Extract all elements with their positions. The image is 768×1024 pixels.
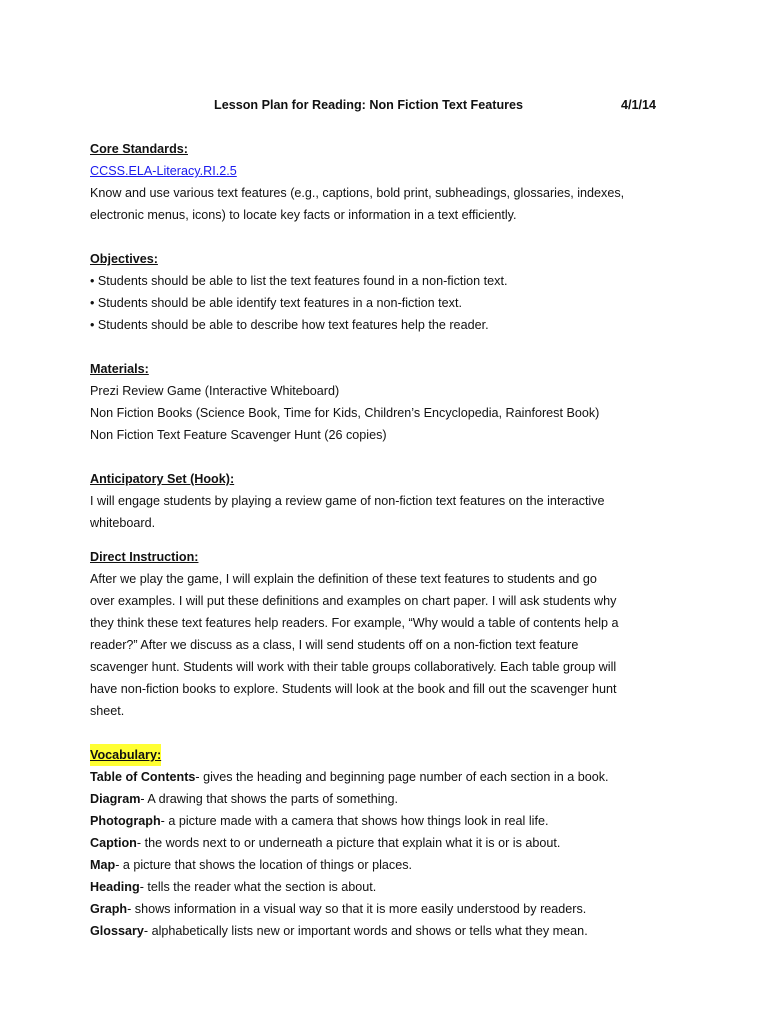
material-item: Non Fiction Books (Science Book, Time for Kids, Children’s Encyclopedia, Rainforest Book)	[90, 406, 600, 420]
vocabulary-heading: Vocabulary:	[90, 744, 161, 766]
document-title: Lesson Plan for Reading: Non Fiction Text Features	[214, 98, 524, 112]
vocabulary-entry	[90, 854, 688, 876]
vocabulary-definition: - a picture made with a camera that shows how things look in real life.	[160, 814, 549, 828]
direct-instruction-line: they think these text features help readers. For example, “Why would a table of contents help a	[90, 616, 619, 630]
direct-instruction-heading: Direct Instruction:	[90, 550, 199, 564]
document-date: 4/1/14	[621, 98, 657, 112]
objectives-heading: Objectives:	[90, 252, 158, 266]
standard-link[interactable]: CCSS.ELA-Literacy.RI.2.5	[90, 164, 237, 178]
vocabulary-entry	[90, 832, 688, 854]
vocabulary-entry	[90, 788, 688, 810]
vocabulary-definition: - A drawing that shows the parts of something.	[140, 792, 399, 806]
vocabulary-entry	[90, 920, 688, 942]
vocabulary-definition: - the words next to or underneath a picture that explain what it is or is about.	[136, 836, 561, 850]
direct-instruction-line: over examples. I will put these definitions and examples on chart paper. I will ask students why	[90, 594, 617, 608]
material-item: Non Fiction Text Feature Scavenger Hunt (26 copies)	[90, 428, 387, 442]
standard-description-line: electronic menus, icons) to locate key facts or information in a text efficiently.	[90, 208, 517, 222]
direct-instruction-line: reader?” After we discuss as a class, I will send students off on a non-fiction text feature	[90, 638, 579, 652]
vocabulary-entry	[90, 810, 688, 832]
direct-instruction-line: sheet.	[90, 704, 125, 718]
objective-item: • Students should be able to list the text features found in a non-fiction text.	[90, 274, 508, 288]
core-standards-heading: Core Standards:	[90, 142, 188, 156]
materials-heading: Materials:	[90, 362, 149, 376]
objectives-section	[90, 248, 688, 336]
vocabulary-term: Caption	[90, 836, 137, 850]
vocabulary-term: Map	[90, 858, 116, 872]
materials-section	[90, 358, 688, 446]
objective-item: • Students should be able identify text features in a non-fiction text.	[90, 296, 462, 310]
anticipatory-set-line: I will engage students by playing a review game of non-fiction text features on the interactive	[90, 494, 605, 508]
vocabulary-term: Photograph	[90, 814, 161, 828]
vocabulary-term: Table of Contents	[90, 770, 196, 784]
vocabulary-definition: - shows information in a visual way so that it is more easily understood by readers.	[127, 902, 587, 916]
vocabulary-term: Graph	[90, 902, 128, 916]
vocabulary-entry	[90, 898, 688, 920]
anticipatory-set-line: whiteboard.	[90, 516, 156, 530]
direct-instruction-line: After we play the game, I will explain the definition of these text features to students and go	[90, 572, 597, 586]
vocabulary-definition: - alphabetically lists new or important words and shows or tells what they mean.	[143, 924, 588, 938]
direct-instruction-line: have non-fiction books to explore. Students will look at the book and fill out the scavenger hunt	[90, 682, 617, 696]
direct-instruction-line: scavenger hunt. Students will work with their table groups collaboratively. Each table group will	[90, 660, 617, 674]
anticipatory-set-section	[90, 468, 688, 534]
core-standards-section	[90, 138, 688, 226]
title-row	[90, 94, 688, 116]
direct-instruction-section	[90, 546, 688, 722]
vocabulary-definition: - a picture that shows the location of things or places.	[115, 858, 413, 872]
objective-item: • Students should be able to describe how text features help the reader.	[90, 318, 489, 332]
vocabulary-definition: - gives the heading and beginning page number of each section in a book.	[195, 770, 609, 784]
vocabulary-entry	[90, 766, 688, 788]
anticipatory-set-heading: Anticipatory Set (Hook):	[90, 472, 235, 486]
vocabulary-term: Diagram	[90, 792, 141, 806]
vocabulary-section	[90, 744, 688, 942]
vocabulary-entry	[90, 876, 688, 898]
material-item: Prezi Review Game (Interactive Whiteboard)	[90, 384, 340, 398]
standard-description-line: Know and use various text features (e.g., captions, bold print, subheadings, glossaries, indexes,	[90, 186, 625, 200]
vocabulary-term: Glossary	[90, 924, 144, 938]
vocabulary-definition: - tells the reader what the section is about.	[139, 880, 377, 894]
vocabulary-term: Heading	[90, 880, 140, 894]
